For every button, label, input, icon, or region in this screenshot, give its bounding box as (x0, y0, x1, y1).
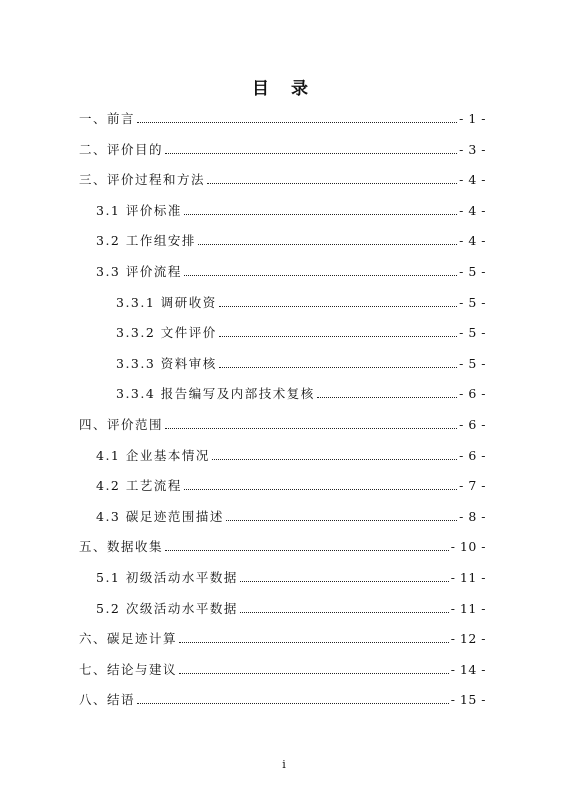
toc-leader-dots (184, 274, 457, 276)
toc-entry-page: - 14 - (450, 661, 486, 677)
toc-entry-label: 3.1 评价标准 (96, 202, 182, 218)
toc-entry[interactable] (79, 627, 486, 647)
toc-leader-dots (207, 182, 457, 184)
page-title: 目 录 (252, 79, 316, 99)
toc-entry-label: 3.3.1 调研收资 (116, 294, 217, 310)
toc-entry-page: - 4 - (459, 202, 486, 218)
toc-entry-page: - 6 - (459, 386, 486, 402)
toc-leader-dots (165, 549, 449, 551)
toc-entry[interactable] (116, 291, 486, 311)
toc-entry[interactable] (79, 658, 486, 678)
toc-entry-label: 5.1 初级活动水平数据 (96, 570, 238, 585)
toc-entry[interactable] (96, 566, 486, 586)
toc-entry[interactable] (96, 597, 486, 617)
toc-entry-label: 3.3.2 文件评价 (116, 325, 217, 341)
toc-entry-label: 二、评价目的 (79, 141, 164, 157)
toc-entry-page: - 8 - (459, 508, 486, 524)
toc-entry-label: 3.3.3 资料审核 (116, 355, 217, 371)
toc-entry-label: 四、评价范围 (79, 417, 164, 432)
toc-entry-page: - 6 - (459, 447, 486, 463)
toc-leader-dots (240, 611, 449, 613)
toc-leader-dots (219, 335, 457, 337)
toc-entry-label: 五、数据收集 (79, 539, 164, 555)
toc-leader-dots (184, 488, 457, 490)
toc-leader-dots (226, 519, 457, 521)
toc-leader-dots (219, 305, 457, 307)
toc-entry-label: 5.2 次级活动水平数据 (96, 600, 238, 616)
toc-entry[interactable] (116, 382, 486, 402)
toc-entry[interactable] (116, 321, 486, 341)
toc-entry-page: - 11 - (450, 570, 486, 585)
toc-entry-page: - 7 - (459, 478, 486, 494)
toc-entry-page: - 6 - (459, 417, 486, 432)
toc-leader-dots (179, 672, 449, 674)
toc-entry-label: 4.1 企业基本情况 (96, 447, 210, 463)
toc-entry[interactable] (79, 535, 486, 555)
toc-entry-label: 八、结语 (79, 692, 136, 708)
toc-entry[interactable] (96, 260, 486, 280)
toc-entry[interactable] (79, 138, 486, 158)
toc-leader-dots (137, 702, 449, 704)
toc-entry-label: 三、评价过程和方法 (79, 172, 206, 188)
toc-entry-page: - 12 - (450, 631, 486, 647)
toc-entry[interactable] (96, 229, 486, 249)
toc-entry[interactable] (79, 168, 486, 188)
toc-entry[interactable] (79, 107, 486, 127)
toc-entry-page: - 5 - (459, 325, 486, 341)
toc-entry-label: 六、碳足迹计算 (79, 631, 178, 647)
toc-entry[interactable] (96, 505, 486, 525)
toc-entry-label: 4.3 碳足迹范围描述 (96, 508, 224, 524)
toc-entry-page: - 1 - (459, 111, 486, 126)
toc-leader-dots (219, 366, 457, 368)
toc-entry-page: - 15 - (450, 692, 486, 708)
toc-entry-page: - 4 - (459, 172, 486, 188)
toc-leader-dots (198, 243, 457, 245)
toc-entry[interactable] (79, 688, 486, 708)
toc-entry-page: - 5 - (459, 355, 486, 371)
toc-leader-dots (137, 121, 457, 123)
toc-entry[interactable] (79, 413, 486, 433)
toc-entry[interactable] (96, 444, 486, 464)
toc-entry-label: 3.3.4 报告编写及内部技术复核 (116, 386, 315, 402)
toc-entry-page: - 11 - (450, 600, 486, 616)
toc-entry-label: 4.2 工艺流程 (96, 478, 182, 494)
toc-entry-label: 一、前言 (79, 111, 136, 126)
toc-entry[interactable] (96, 474, 486, 494)
toc-entry-label: 3.2 工作组安排 (96, 233, 196, 249)
page-number: i (282, 758, 286, 771)
toc-leader-dots (240, 580, 449, 582)
toc-leader-dots (212, 458, 457, 460)
toc-entry-page: - 3 - (459, 141, 486, 157)
toc-entry-label: 七、结论与建议 (79, 661, 178, 677)
toc-entry-page: - 5 - (459, 264, 486, 279)
toc-entry[interactable] (116, 352, 486, 372)
toc-entry-page: - 4 - (459, 233, 486, 249)
toc-entry-label: 3.3 评价流程 (96, 264, 182, 279)
toc-entry[interactable] (96, 199, 486, 219)
toc-leader-dots (179, 641, 449, 643)
toc-leader-dots (317, 396, 457, 398)
toc-entry-page: - 5 - (459, 294, 486, 310)
toc-entry-page: - 10 - (450, 539, 486, 555)
toc-leader-dots (165, 427, 457, 429)
toc-leader-dots (165, 152, 457, 154)
toc-leader-dots (184, 213, 457, 215)
